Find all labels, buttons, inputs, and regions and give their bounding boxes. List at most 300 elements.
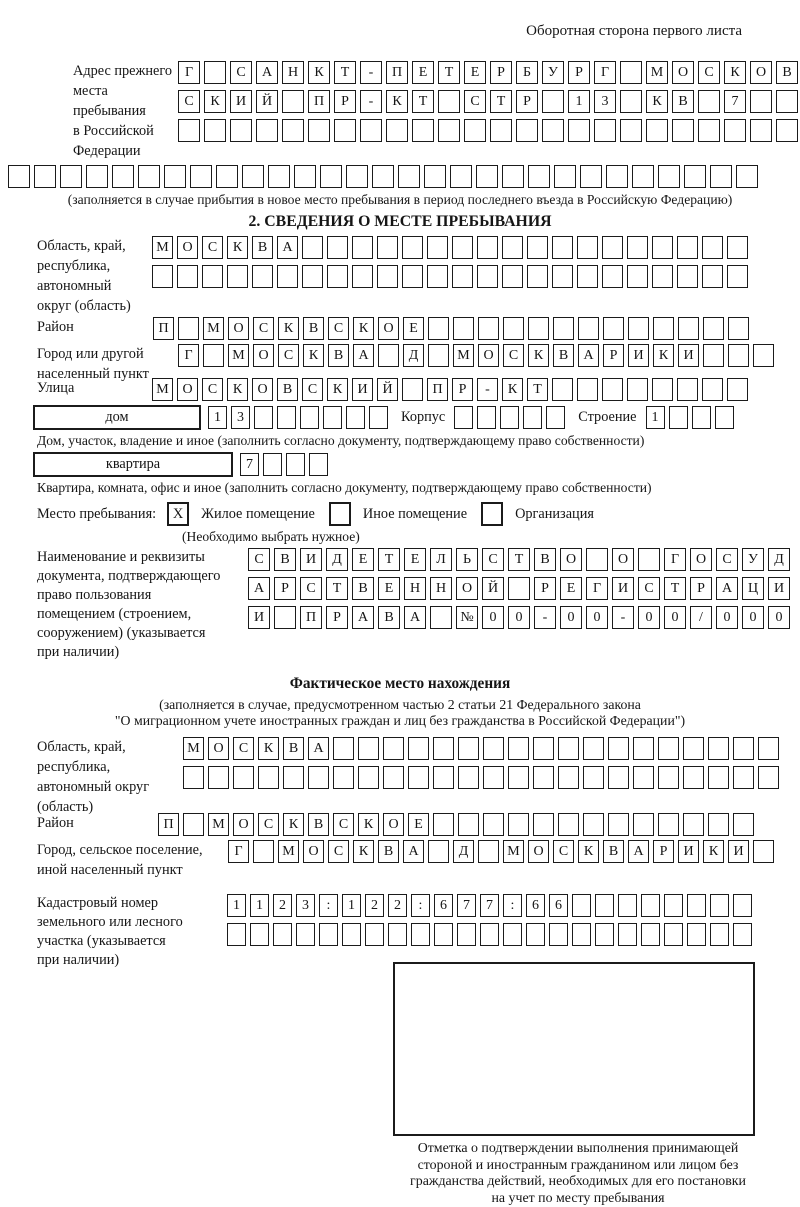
- char-box[interactable]: 1: [568, 90, 590, 113]
- char-box[interactable]: [586, 548, 608, 571]
- char-box[interactable]: Й: [482, 577, 504, 600]
- char-box[interactable]: [542, 90, 564, 113]
- char-box[interactable]: [683, 737, 704, 760]
- char-box[interactable]: [503, 317, 524, 340]
- char-box[interactable]: 7: [457, 894, 476, 917]
- char-box[interactable]: [652, 236, 673, 259]
- char-box[interactable]: [602, 378, 623, 401]
- char-box[interactable]: К: [528, 344, 549, 367]
- char-box[interactable]: И: [612, 577, 634, 600]
- char-box[interactable]: [702, 265, 723, 288]
- char-box[interactable]: [434, 923, 453, 946]
- char-box[interactable]: [352, 265, 373, 288]
- char-box[interactable]: К: [353, 317, 374, 340]
- char-box[interactable]: [633, 737, 654, 760]
- char-box[interactable]: [430, 606, 452, 629]
- char-box[interactable]: [620, 90, 642, 113]
- char-box[interactable]: В: [776, 61, 798, 84]
- char-box[interactable]: [703, 344, 724, 367]
- char-box[interactable]: И: [248, 606, 270, 629]
- char-box[interactable]: 7: [480, 894, 499, 917]
- char-box[interactable]: [500, 406, 519, 429]
- char-box[interactable]: [677, 265, 698, 288]
- char-box[interactable]: [608, 737, 629, 760]
- char-box[interactable]: [577, 236, 598, 259]
- char-box[interactable]: А: [248, 577, 270, 600]
- char-box[interactable]: Р: [653, 840, 674, 863]
- char-box[interactable]: Ц: [742, 577, 764, 600]
- char-box[interactable]: [633, 813, 654, 836]
- char-box[interactable]: В: [672, 90, 694, 113]
- char-box[interactable]: В: [534, 548, 556, 571]
- char-box[interactable]: [333, 766, 354, 789]
- char-box[interactable]: [428, 840, 449, 863]
- char-box[interactable]: [294, 165, 316, 188]
- char-box[interactable]: 0: [664, 606, 686, 629]
- char-box[interactable]: О: [383, 813, 404, 836]
- char-box[interactable]: Л: [430, 548, 452, 571]
- char-box[interactable]: Е: [403, 317, 424, 340]
- char-box[interactable]: [178, 317, 199, 340]
- char-box[interactable]: А: [578, 344, 599, 367]
- char-box[interactable]: [577, 265, 598, 288]
- char-box[interactable]: С: [464, 90, 486, 113]
- char-box[interactable]: -: [360, 61, 382, 84]
- char-box[interactable]: О: [378, 317, 399, 340]
- char-box[interactable]: [577, 378, 598, 401]
- char-box[interactable]: П: [386, 61, 408, 84]
- char-box[interactable]: К: [578, 840, 599, 863]
- char-box[interactable]: -: [612, 606, 634, 629]
- char-box[interactable]: В: [328, 344, 349, 367]
- char-box[interactable]: П: [153, 317, 174, 340]
- char-box[interactable]: К: [258, 737, 279, 760]
- char-box[interactable]: В: [252, 236, 273, 259]
- char-box[interactable]: [386, 119, 408, 142]
- char-box[interactable]: С: [233, 737, 254, 760]
- checkbox-organization[interactable]: [481, 502, 503, 526]
- char-box[interactable]: М: [503, 840, 524, 863]
- char-box[interactable]: [750, 119, 772, 142]
- char-box[interactable]: [558, 766, 579, 789]
- char-box[interactable]: [383, 766, 404, 789]
- char-box[interactable]: [527, 236, 548, 259]
- char-box[interactable]: И: [352, 378, 373, 401]
- char-box[interactable]: Е: [412, 61, 434, 84]
- char-box[interactable]: -: [360, 90, 382, 113]
- char-box[interactable]: [476, 165, 498, 188]
- char-box[interactable]: [308, 119, 330, 142]
- char-box[interactable]: [427, 236, 448, 259]
- house-type-box[interactable]: дом: [33, 405, 201, 430]
- char-box[interactable]: [483, 737, 504, 760]
- char-box[interactable]: Ь: [456, 548, 478, 571]
- char-box[interactable]: :: [411, 894, 430, 917]
- char-box[interactable]: [333, 737, 354, 760]
- char-box[interactable]: М: [152, 236, 173, 259]
- char-box[interactable]: [533, 813, 554, 836]
- char-box[interactable]: [112, 165, 134, 188]
- char-box[interactable]: М: [278, 840, 299, 863]
- char-box[interactable]: 1: [208, 406, 227, 429]
- char-box[interactable]: [138, 165, 160, 188]
- char-box[interactable]: В: [378, 606, 400, 629]
- char-box[interactable]: К: [303, 344, 324, 367]
- char-box[interactable]: [319, 923, 338, 946]
- char-box[interactable]: А: [256, 61, 278, 84]
- char-box[interactable]: [508, 737, 529, 760]
- char-box[interactable]: С: [202, 378, 223, 401]
- char-box[interactable]: [282, 119, 304, 142]
- char-box[interactable]: О: [233, 813, 254, 836]
- char-box[interactable]: [728, 317, 749, 340]
- char-box[interactable]: [398, 165, 420, 188]
- char-box[interactable]: -: [477, 378, 498, 401]
- char-box[interactable]: [388, 923, 407, 946]
- char-box[interactable]: Т: [412, 90, 434, 113]
- char-box[interactable]: [633, 766, 654, 789]
- char-box[interactable]: Д: [453, 840, 474, 863]
- char-box[interactable]: [428, 344, 449, 367]
- char-box[interactable]: 0: [716, 606, 738, 629]
- char-box[interactable]: Н: [430, 577, 452, 600]
- char-box[interactable]: [277, 406, 296, 429]
- char-box[interactable]: [478, 840, 499, 863]
- char-box[interactable]: Е: [352, 548, 374, 571]
- char-box[interactable]: Н: [282, 61, 304, 84]
- char-box[interactable]: [252, 265, 273, 288]
- char-box[interactable]: [477, 236, 498, 259]
- char-box[interactable]: [258, 766, 279, 789]
- char-box[interactable]: 0: [508, 606, 530, 629]
- char-box[interactable]: [457, 923, 476, 946]
- char-box[interactable]: [412, 119, 434, 142]
- char-box[interactable]: [554, 165, 576, 188]
- char-box[interactable]: В: [378, 840, 399, 863]
- char-box[interactable]: Б: [516, 61, 538, 84]
- char-box[interactable]: [546, 406, 565, 429]
- char-box[interactable]: [558, 737, 579, 760]
- char-box[interactable]: [527, 265, 548, 288]
- char-box[interactable]: У: [742, 548, 764, 571]
- char-box[interactable]: П: [427, 378, 448, 401]
- char-box[interactable]: [433, 813, 454, 836]
- char-box[interactable]: [526, 923, 545, 946]
- char-box[interactable]: 2: [365, 894, 384, 917]
- char-box[interactable]: [776, 90, 798, 113]
- char-box[interactable]: [758, 737, 779, 760]
- char-box[interactable]: [164, 165, 186, 188]
- char-box[interactable]: [438, 119, 460, 142]
- char-box[interactable]: [698, 119, 720, 142]
- char-box[interactable]: О: [252, 378, 273, 401]
- char-box[interactable]: С: [503, 344, 524, 367]
- char-box[interactable]: Д: [403, 344, 424, 367]
- char-box[interactable]: [608, 766, 629, 789]
- char-box[interactable]: [502, 236, 523, 259]
- char-box[interactable]: [618, 894, 637, 917]
- char-box[interactable]: [658, 766, 679, 789]
- char-box[interactable]: О: [177, 378, 198, 401]
- char-box[interactable]: К: [386, 90, 408, 113]
- char-box[interactable]: К: [724, 61, 746, 84]
- char-box[interactable]: -: [534, 606, 556, 629]
- char-box[interactable]: О: [177, 236, 198, 259]
- char-box[interactable]: Т: [508, 548, 530, 571]
- char-box[interactable]: И: [768, 577, 790, 600]
- char-box[interactable]: [360, 119, 382, 142]
- char-box[interactable]: №: [456, 606, 478, 629]
- char-box[interactable]: [664, 923, 683, 946]
- char-box[interactable]: О: [528, 840, 549, 863]
- char-box[interactable]: Е: [404, 548, 426, 571]
- char-box[interactable]: [308, 766, 329, 789]
- char-box[interactable]: [453, 317, 474, 340]
- char-box[interactable]: [254, 406, 273, 429]
- char-box[interactable]: [478, 317, 499, 340]
- char-box[interactable]: [677, 236, 698, 259]
- char-box[interactable]: [715, 406, 734, 429]
- char-box[interactable]: Т: [326, 577, 348, 600]
- char-box[interactable]: Р: [274, 577, 296, 600]
- char-box[interactable]: [533, 766, 554, 789]
- char-box[interactable]: [733, 766, 754, 789]
- char-box[interactable]: [572, 894, 591, 917]
- char-box[interactable]: [283, 766, 304, 789]
- apartment-type-box[interactable]: квартира: [33, 452, 233, 477]
- char-box[interactable]: [542, 119, 564, 142]
- char-box[interactable]: [327, 265, 348, 288]
- char-box[interactable]: [428, 317, 449, 340]
- char-box[interactable]: Т: [334, 61, 356, 84]
- char-box[interactable]: [358, 737, 379, 760]
- char-box[interactable]: [369, 406, 388, 429]
- char-box[interactable]: :: [503, 894, 522, 917]
- char-box[interactable]: 3: [231, 406, 250, 429]
- char-box[interactable]: Г: [586, 577, 608, 600]
- char-box[interactable]: [658, 813, 679, 836]
- char-box[interactable]: [438, 90, 460, 113]
- char-box[interactable]: Е: [378, 577, 400, 600]
- char-box[interactable]: 1: [250, 894, 269, 917]
- char-box[interactable]: [602, 265, 623, 288]
- char-box[interactable]: И: [230, 90, 252, 113]
- char-box[interactable]: [433, 737, 454, 760]
- char-box[interactable]: Р: [568, 61, 590, 84]
- char-box[interactable]: [183, 766, 204, 789]
- char-box[interactable]: К: [283, 813, 304, 836]
- char-box[interactable]: [372, 165, 394, 188]
- char-box[interactable]: С: [300, 577, 322, 600]
- checkbox-other-premises[interactable]: [329, 502, 351, 526]
- char-box[interactable]: [424, 165, 446, 188]
- char-box[interactable]: [683, 813, 704, 836]
- char-box[interactable]: [233, 766, 254, 789]
- char-box[interactable]: [458, 766, 479, 789]
- char-box[interactable]: [733, 813, 754, 836]
- char-box[interactable]: [664, 894, 683, 917]
- char-box[interactable]: [583, 813, 604, 836]
- char-box[interactable]: [702, 378, 723, 401]
- char-box[interactable]: [152, 265, 173, 288]
- char-box[interactable]: [638, 548, 660, 571]
- char-box[interactable]: 0: [768, 606, 790, 629]
- char-box[interactable]: [724, 119, 746, 142]
- char-box[interactable]: С: [328, 840, 349, 863]
- char-box[interactable]: Р: [690, 577, 712, 600]
- char-box[interactable]: [733, 737, 754, 760]
- char-box[interactable]: :: [319, 894, 338, 917]
- char-box[interactable]: [516, 119, 538, 142]
- char-box[interactable]: [190, 165, 212, 188]
- char-box[interactable]: [502, 165, 524, 188]
- char-box[interactable]: [698, 90, 720, 113]
- char-box[interactable]: [776, 119, 798, 142]
- char-box[interactable]: О: [672, 61, 694, 84]
- char-box[interactable]: Т: [378, 548, 400, 571]
- char-box[interactable]: [627, 378, 648, 401]
- char-box[interactable]: [703, 317, 724, 340]
- char-box[interactable]: 0: [586, 606, 608, 629]
- char-box[interactable]: М: [228, 344, 249, 367]
- char-box[interactable]: [552, 236, 573, 259]
- char-box[interactable]: М: [646, 61, 668, 84]
- char-box[interactable]: [60, 165, 82, 188]
- char-box[interactable]: М: [203, 317, 224, 340]
- char-box[interactable]: О: [612, 548, 634, 571]
- char-box[interactable]: С: [333, 813, 354, 836]
- char-box[interactable]: 0: [742, 606, 764, 629]
- char-box[interactable]: [296, 923, 315, 946]
- char-box[interactable]: [334, 119, 356, 142]
- char-box[interactable]: [558, 813, 579, 836]
- char-box[interactable]: [708, 766, 729, 789]
- char-box[interactable]: [378, 344, 399, 367]
- char-box[interactable]: [250, 923, 269, 946]
- char-box[interactable]: [580, 165, 602, 188]
- char-box[interactable]: С: [716, 548, 738, 571]
- char-box[interactable]: [477, 406, 496, 429]
- char-box[interactable]: [383, 737, 404, 760]
- char-box[interactable]: Н: [404, 577, 426, 600]
- char-box[interactable]: 0: [560, 606, 582, 629]
- char-box[interactable]: П: [158, 813, 179, 836]
- char-box[interactable]: О: [560, 548, 582, 571]
- char-box[interactable]: И: [628, 344, 649, 367]
- char-box[interactable]: В: [603, 840, 624, 863]
- char-box[interactable]: [452, 236, 473, 259]
- char-box[interactable]: К: [353, 840, 374, 863]
- char-box[interactable]: [710, 923, 729, 946]
- char-box[interactable]: 0: [638, 606, 660, 629]
- char-box[interactable]: К: [703, 840, 724, 863]
- char-box[interactable]: 7: [240, 453, 259, 476]
- char-box[interactable]: [352, 236, 373, 259]
- char-box[interactable]: [358, 766, 379, 789]
- char-box[interactable]: Г: [664, 548, 686, 571]
- char-box[interactable]: 0: [482, 606, 504, 629]
- char-box[interactable]: [408, 737, 429, 760]
- char-box[interactable]: С: [258, 813, 279, 836]
- char-box[interactable]: [702, 236, 723, 259]
- char-box[interactable]: 1: [646, 406, 665, 429]
- char-box[interactable]: [736, 165, 758, 188]
- char-box[interactable]: [552, 265, 573, 288]
- char-box[interactable]: О: [303, 840, 324, 863]
- char-box[interactable]: [528, 165, 550, 188]
- char-box[interactable]: [464, 119, 486, 142]
- char-box[interactable]: [204, 119, 226, 142]
- char-box[interactable]: 3: [296, 894, 315, 917]
- char-box[interactable]: О: [208, 737, 229, 760]
- char-box[interactable]: [733, 894, 752, 917]
- char-box[interactable]: [282, 90, 304, 113]
- char-box[interactable]: [672, 119, 694, 142]
- char-box[interactable]: К: [653, 344, 674, 367]
- char-box[interactable]: [253, 840, 274, 863]
- char-box[interactable]: Г: [594, 61, 616, 84]
- char-box[interactable]: [578, 317, 599, 340]
- char-box[interactable]: Р: [490, 61, 512, 84]
- char-box[interactable]: И: [300, 548, 322, 571]
- char-box[interactable]: [533, 737, 554, 760]
- char-box[interactable]: [620, 61, 642, 84]
- char-box[interactable]: [320, 165, 342, 188]
- char-box[interactable]: [377, 236, 398, 259]
- char-box[interactable]: [628, 317, 649, 340]
- char-box[interactable]: [606, 165, 628, 188]
- char-box[interactable]: К: [204, 90, 226, 113]
- char-box[interactable]: 1: [342, 894, 361, 917]
- char-box[interactable]: С: [278, 344, 299, 367]
- char-box[interactable]: [632, 165, 654, 188]
- char-box[interactable]: К: [358, 813, 379, 836]
- char-box[interactable]: Т: [438, 61, 460, 84]
- char-box[interactable]: [528, 317, 549, 340]
- char-box[interactable]: [433, 766, 454, 789]
- char-box[interactable]: [208, 766, 229, 789]
- char-box[interactable]: [458, 813, 479, 836]
- char-box[interactable]: [86, 165, 108, 188]
- char-box[interactable]: А: [308, 737, 329, 760]
- char-box[interactable]: [302, 236, 323, 259]
- char-box[interactable]: М: [208, 813, 229, 836]
- char-box[interactable]: [230, 119, 252, 142]
- char-box[interactable]: К: [502, 378, 523, 401]
- char-box[interactable]: [427, 265, 448, 288]
- char-box[interactable]: [480, 923, 499, 946]
- char-box[interactable]: [684, 165, 706, 188]
- char-box[interactable]: С: [202, 236, 223, 259]
- char-box[interactable]: [402, 378, 423, 401]
- char-box[interactable]: О: [478, 344, 499, 367]
- char-box[interactable]: [477, 265, 498, 288]
- char-box[interactable]: В: [308, 813, 329, 836]
- char-box[interactable]: [727, 236, 748, 259]
- char-box[interactable]: [508, 766, 529, 789]
- char-box[interactable]: [177, 265, 198, 288]
- char-box[interactable]: [678, 317, 699, 340]
- char-box[interactable]: [483, 813, 504, 836]
- char-box[interactable]: О: [253, 344, 274, 367]
- char-box[interactable]: 6: [549, 894, 568, 917]
- char-box[interactable]: А: [352, 606, 374, 629]
- char-box[interactable]: [450, 165, 472, 188]
- char-box[interactable]: [377, 265, 398, 288]
- char-box[interactable]: [750, 90, 772, 113]
- char-box[interactable]: Е: [408, 813, 429, 836]
- char-box[interactable]: [309, 453, 328, 476]
